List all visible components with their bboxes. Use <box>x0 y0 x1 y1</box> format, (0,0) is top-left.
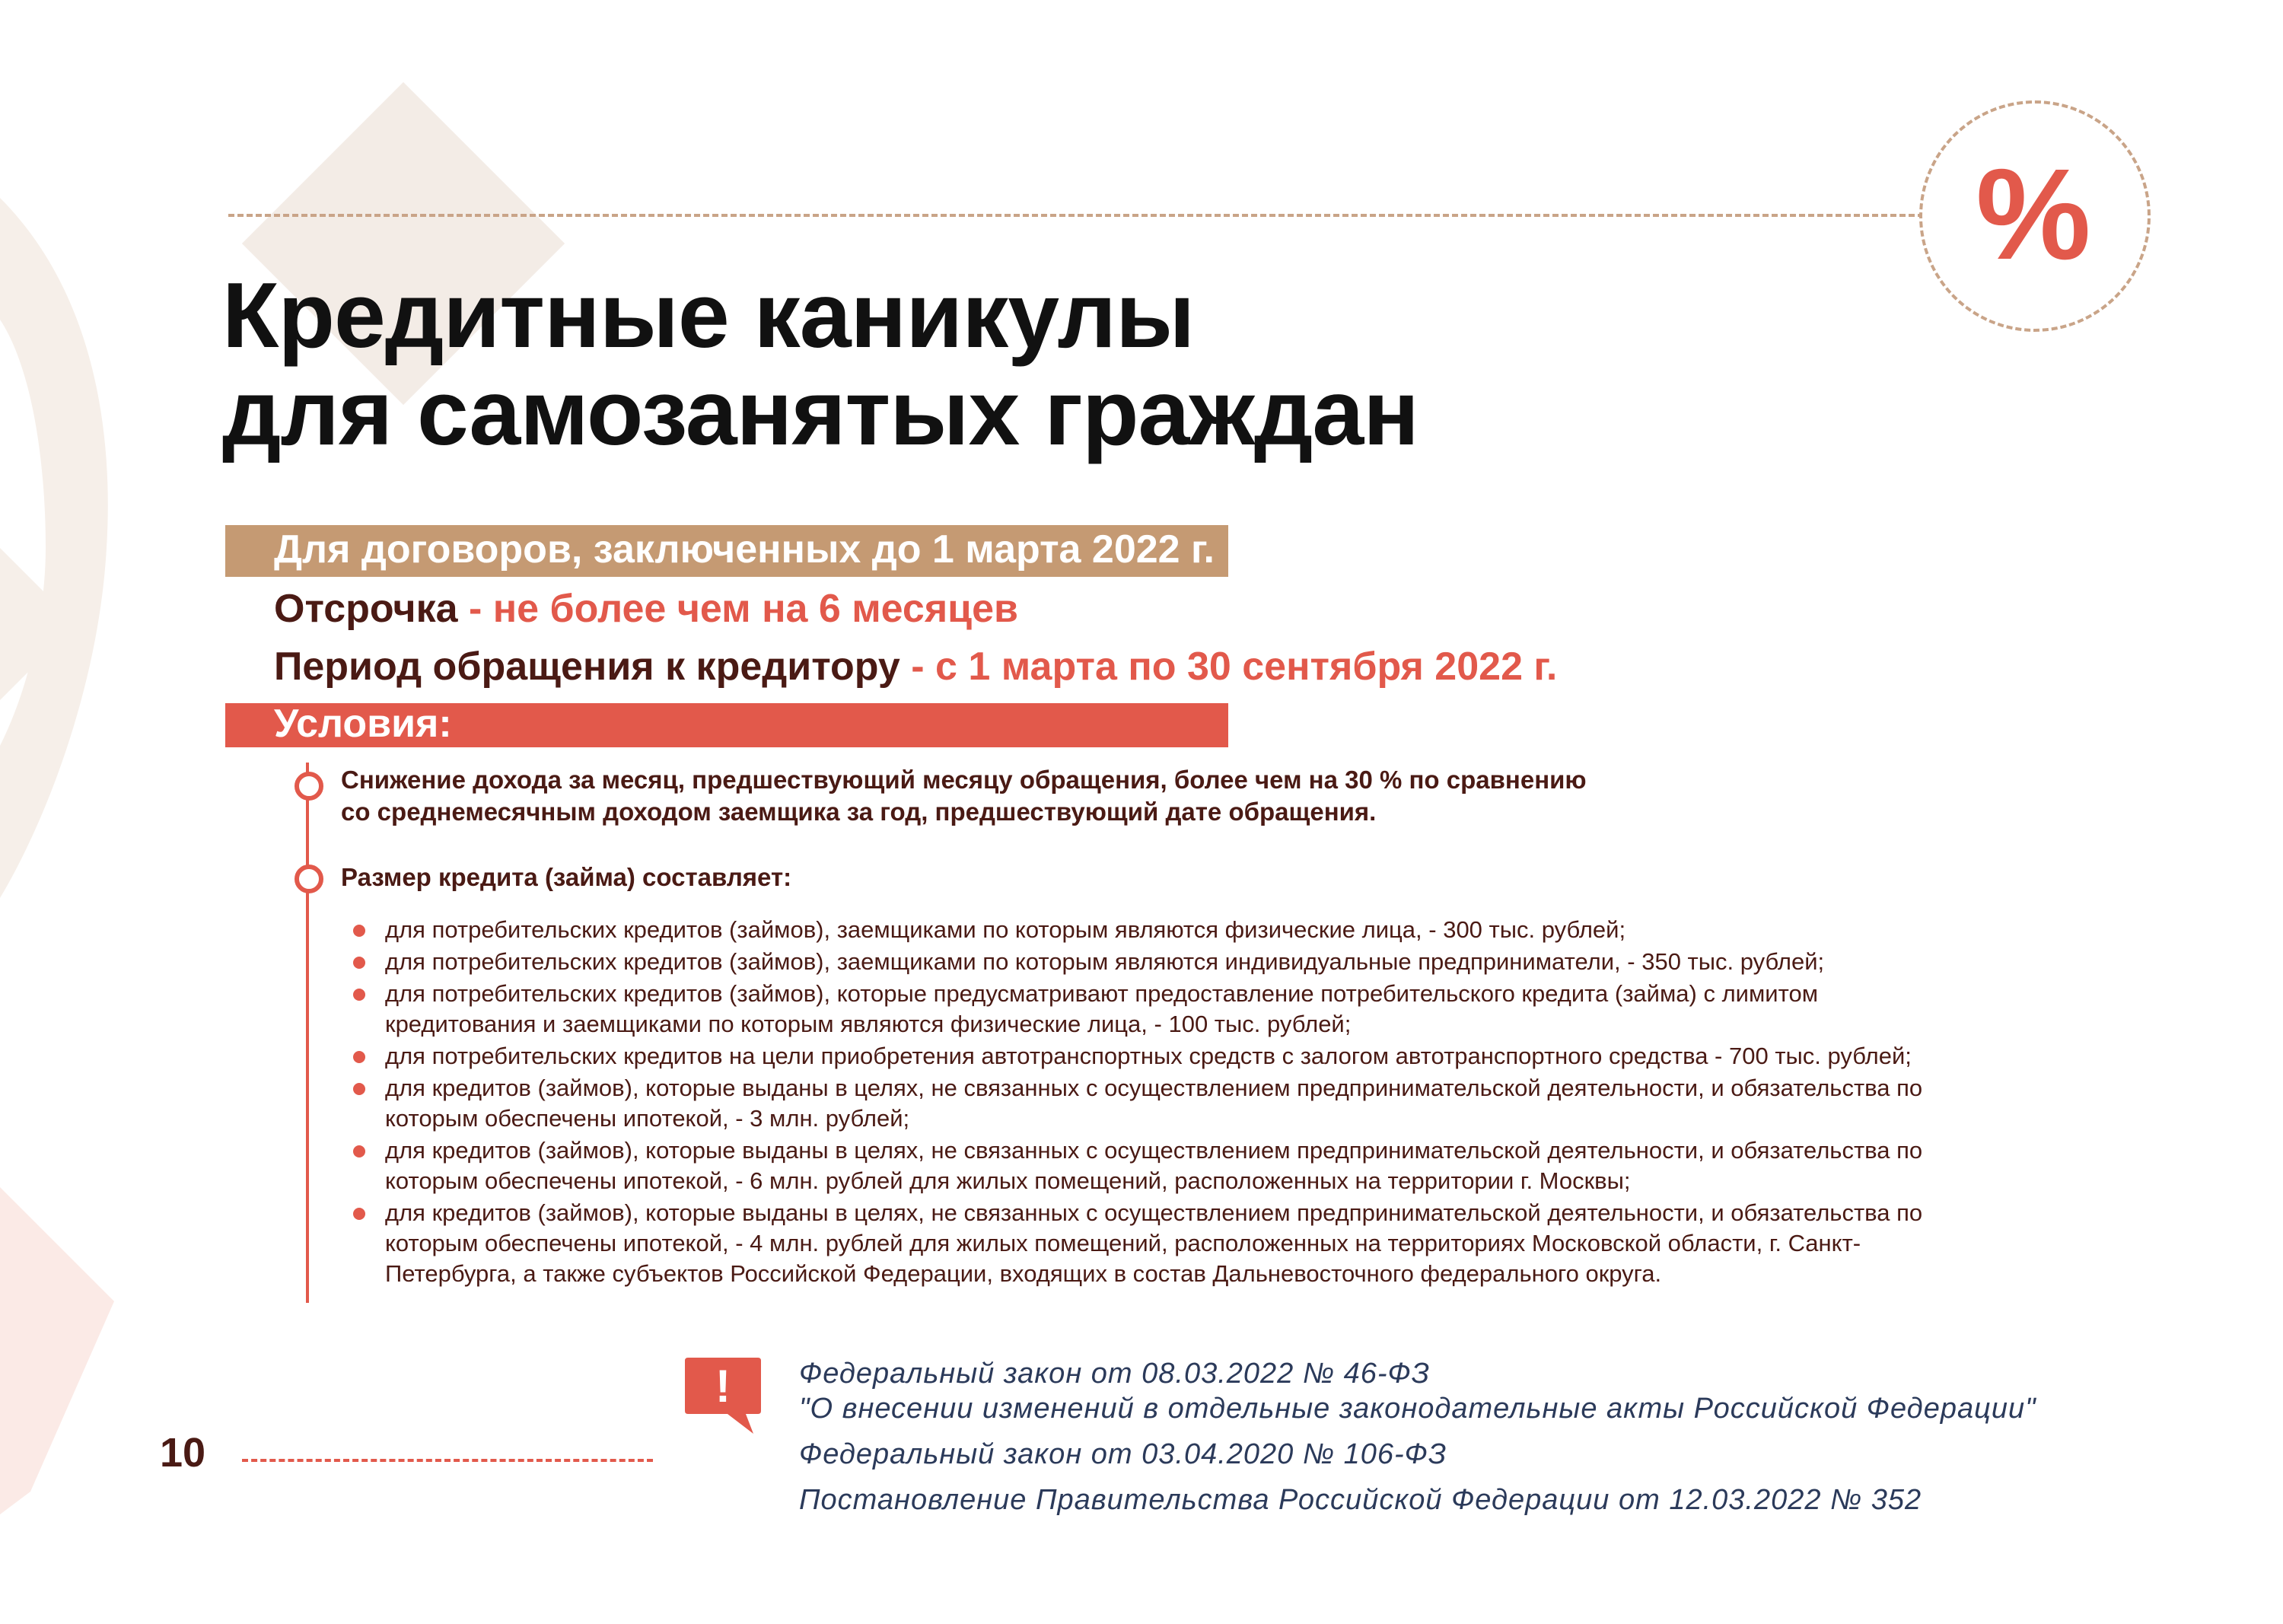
period-row <box>274 644 1557 689</box>
note-icon-glyph: ! <box>715 1361 731 1412</box>
period-value: - с 1 марта по 30 сентября 2022 г. <box>900 645 1558 689</box>
list-item <box>353 1041 2103 1072</box>
list-item-text: для потребительских кредитов (займов), заемщиками по которым являются физические лица, - 300 тыс. рублей; <box>385 916 1626 943</box>
legal-references <box>799 1356 2036 1517</box>
conditions-timeline <box>306 763 309 1303</box>
condition-income-drop-line-1: Снижение дохода за месяц, предшествующий месяцу обращения, более чем на 30 % по сравнению <box>341 766 1587 794</box>
list-item <box>353 1198 2103 1289</box>
condition-income-drop-line-2: со среднемесячным доходом заемщика за год, предшествующий дате обращения. <box>341 798 1377 826</box>
list-item <box>353 1073 2103 1134</box>
exclamation-note-icon <box>685 1358 761 1438</box>
bullet-dot <box>353 989 365 1001</box>
list-item-text: для кредитов (займов), которые выданы в целях, не связанных с осуществлением предпринимательской деятельности, и обязательства по которым обеспечены ипотекой, - 4 млн. рублей для жилых помещений, расположенных на территориях Московской области, г. Санкт- Петербурга, а также субъектов Российской Федерации, входящих в состав Дальневосточного федерального округа. <box>385 1199 1923 1287</box>
timeline-dot-2 <box>295 865 323 893</box>
list-item-text: для потребительских кредитов (займов), заемщиками по которым являются индивидуальные предприниматели, - 350 тыс. рублей; <box>385 948 1825 975</box>
background-logo-shape <box>0 0 137 1624</box>
list-item <box>353 947 2103 977</box>
page-number: 10 <box>160 1430 206 1476</box>
contracts-label: Для договоров, заключенных до 1 марта 2022 г. <box>274 527 1215 572</box>
bullet-dot <box>353 1145 365 1157</box>
bullet-dot <box>353 1208 365 1220</box>
deferral-label: Отсрочка <box>274 587 458 631</box>
condition-loan-size-label: Размер кредита (займа) составляет: <box>341 863 792 891</box>
page-title <box>222 263 1419 464</box>
law-3: Постановление Правительства Российской Федерации от 12.03.2022 № 352 <box>799 1484 1922 1516</box>
list-item <box>353 1135 2103 1196</box>
list-item-text: для кредитов (займов), которые выданы в целях, не связанных с осуществлением предпринимательской деятельности, и обязательства по которым обеспечены ипотекой, - 3 млн. рублей; <box>385 1075 1923 1132</box>
list-item-text: для кредитов (займов), которые выданы в целях, не связанных с осуществлением предпринимательской деятельности, и обязательства по которым обеспечены ипотекой, - 6 млн. рублей для жилых помещений, расположенных на территории г. Москвы; <box>385 1137 1923 1194</box>
list-item-text: для потребительских кредитов (займов), которые предусматривают предоставление потребительского кредита (займа) с лимитом кредитования и заемщиками по которым являются физические лица, - 100 тыс. рублей; <box>385 980 1819 1037</box>
list-item-text: для потребительских кредитов на цели приобретения автотранспортных средств с залогом автотранспортного средства - 700 тыс. рублей; <box>385 1043 1912 1069</box>
bullet-dot <box>353 1083 365 1095</box>
footer-dashed-divider <box>242 1459 653 1462</box>
title-line-1: Кредитные каникулы <box>222 263 1195 367</box>
bullet-dot <box>353 925 365 937</box>
deferral-value: - не более чем на 6 месяцев <box>457 587 1019 631</box>
bullet-dot <box>353 957 365 969</box>
law-1-title: Федеральный закон от 08.03.2022 № 46-ФЗ <box>799 1358 1431 1390</box>
deferral-row <box>274 586 1018 632</box>
percent-icon: % <box>1976 142 2091 287</box>
title-line-2: для самозанятых граждан <box>222 361 1419 464</box>
loan-size-list <box>353 915 2103 1291</box>
condition-income-drop <box>341 764 1587 828</box>
period-label: Период обращения к кредитору <box>274 645 900 689</box>
law-1-subtitle: "О внесении изменений в отдельные законодательные акты Российской Федерации" <box>799 1393 2036 1425</box>
list-item <box>353 915 2103 945</box>
conditions-label: Условия: <box>274 702 452 746</box>
timeline-dot-1 <box>295 772 323 801</box>
bullet-dot <box>353 1051 365 1063</box>
top-dashed-divider <box>228 214 1933 217</box>
list-item <box>353 979 2103 1040</box>
law-2: Федеральный закон от 03.04.2020 № 106-ФЗ <box>799 1438 1447 1470</box>
